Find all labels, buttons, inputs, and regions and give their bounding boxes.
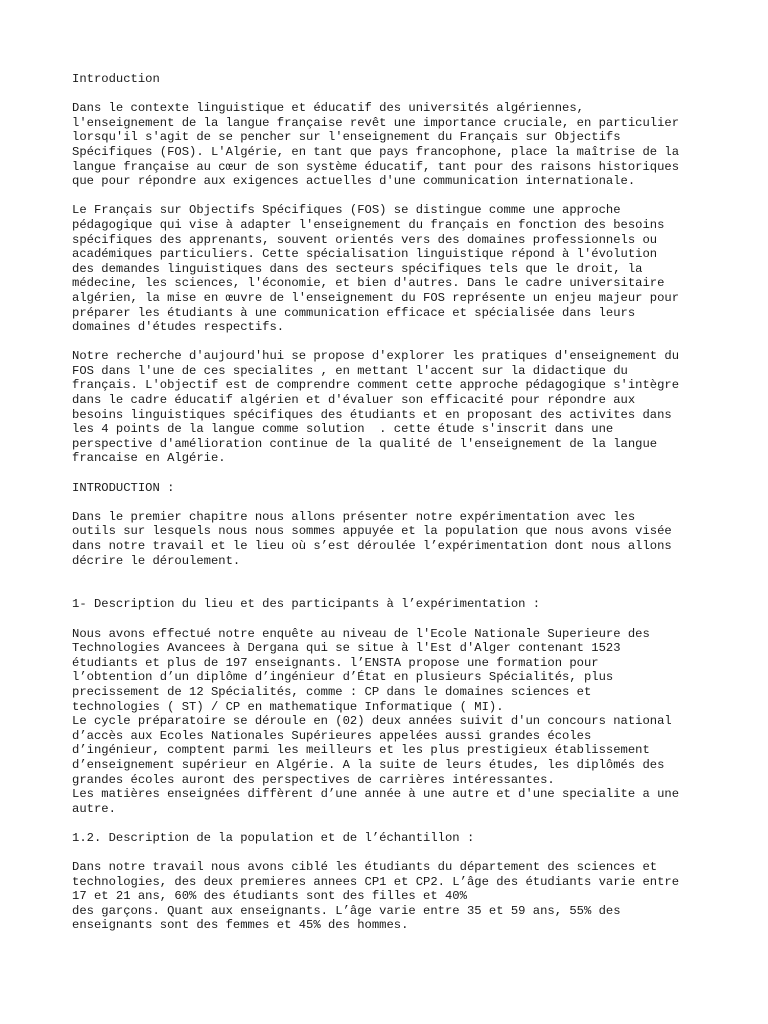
text-line: spécifiques des apprenants, souvent orientés vers des domaines professionnels ou	[72, 232, 658, 247]
paragraph	[72, 510, 712, 568]
paragraph	[72, 860, 712, 933]
text-line: FOS dans l'une de ces specialites , en mettant l'accent sur la didactique du	[72, 363, 628, 378]
text-line: lorsqu'il s'agit de se pencher sur l'enseignement du Français sur Objectifs	[72, 130, 621, 145]
text-line: francaise en Algérie.	[72, 451, 226, 466]
text-line: besoins linguistiques spécifiques des étudiants et en proposant des activites dans	[72, 407, 672, 422]
text-line: Dans le contexte linguistique et éducatif des universités algériennes,	[72, 101, 584, 116]
text-line: Dans notre travail nous avons ciblé les étudiants du département des sciences et	[72, 860, 658, 875]
text-line: préparer les étudiants à une communication efficace et spécialisée dans leurs	[72, 305, 636, 320]
paragraph	[72, 349, 712, 466]
paragraph-spacer	[72, 612, 712, 627]
text-line: precissement de 12 Spécialités, comme : CP dans le domaines sciences et	[72, 684, 592, 699]
paragraph	[72, 597, 712, 612]
text-line: l'enseignement de la langue française revêt une importance cruciale, en particulier	[72, 115, 680, 130]
document-page	[72, 72, 712, 933]
text-line: d’accès aux Ecoles Nationales Supérieures appelées aussi grandes écoles	[72, 728, 592, 743]
text-line: d’enseignement supérieur en Algérie. A la suite de leurs études, les diplômés des	[72, 757, 665, 772]
text-line: algérien, la mise en œuvre de l'enseignement du FOS représente un enjeu majeur pour	[72, 290, 680, 305]
text-line: français. L'objectif est de comprendre comment cette approche pédagogique s'intègre	[72, 378, 680, 393]
text-line: enseignants sont des femmes et 45% des hommes.	[72, 918, 409, 933]
text-line: d’ingénieur, comptent parmi les meilleurs et les plus prestigieux établissement	[72, 743, 650, 758]
paragraph	[72, 72, 712, 87]
text-line: Introduction	[72, 72, 160, 86]
text-line: perspective d'amélioration continue de la qualité de l'enseignement de la langue	[72, 436, 658, 451]
text-line: autre.	[72, 801, 116, 816]
paragraph	[72, 831, 712, 846]
text-line: médecine, les sciences, l'économie, et bien d'autres. Dans le cadre universitaire	[72, 276, 665, 291]
text-line: INTRODUCTION :	[72, 480, 175, 495]
paragraph-spacer	[72, 189, 712, 204]
text-line: Notre recherche d'aujourd'hui se propose d'explorer les pratiques d'enseignement du	[72, 349, 680, 364]
text-line: Nous avons effectué notre enquête au niveau de l'Ecole Nationale Superieure des	[72, 626, 650, 641]
paragraph-spacer	[72, 466, 712, 481]
text-line: pédagogique qui vise à adapter l'enseignement du français en fonction des besoins	[72, 217, 665, 232]
text-line: dans le cadre éducatif algérien et d'évaluer son efficacité pour répondre aux	[72, 393, 636, 408]
paragraph-spacer	[72, 495, 712, 510]
text-line: l’obtention d’un diplôme d’ingénieur d’État en plusieurs Spécialités, plus	[72, 670, 614, 685]
text-line: outils sur lesquels nous nous sommes appuyée et la population que nous avons visée	[72, 524, 672, 539]
paragraph	[72, 481, 712, 496]
text-line: Les matières enseignées diffèrent d’une année à une autre et d'une specialite a une	[72, 787, 680, 802]
text-line: des garçons. Quant aux enseignants. L’âge varie entre 35 et 59 ans, 55% des	[72, 903, 621, 918]
text-line: technologies, des deux premieres annees CP1 et CP2. L’âge des étudiants varie entre	[72, 874, 680, 889]
text-line: 17 et 21 ans, 60% des étudiants sont des filles et 40%	[72, 889, 467, 904]
text-line: dans notre travail et le lieu où s’est déroulée l’expérimentation dont nous allons	[72, 539, 672, 553]
text-line: des demandes linguistiques dans des secteurs spécifiques tels que le droit, la	[72, 261, 643, 276]
paragraph-spacer	[72, 816, 712, 831]
text-line: domaines d'études respectifs.	[72, 320, 285, 335]
paragraph-spacer	[72, 845, 712, 860]
text-line: Spécifiques (FOS). L'Algérie, en tant que pays francophone, place la maîtrise de la	[72, 144, 680, 159]
text-line: que pour répondre aux exigences actuelles d'une communication internationale.	[72, 174, 636, 189]
text-line: Technologies Avancees à Dergana qui se situe à l'Est d'Alger contenant 1523	[72, 641, 621, 656]
text-line: Dans le premier chapitre nous allons présenter notre expérimentation avec les	[72, 509, 636, 524]
text-line: 1.2. Description de la population et de l’échantillon :	[72, 830, 475, 845]
text-line: Le Français sur Objectifs Spécifiques (FOS) se distingue comme une approche	[72, 203, 621, 218]
paragraph	[72, 627, 712, 817]
text-line: décrire le déroulement.	[72, 553, 241, 568]
text-line: 1- Description du lieu et des participants à l’expérimentation :	[72, 597, 541, 612]
text-line: technologies ( ST) / CP en mathematique Informatique ( MI).	[72, 699, 504, 714]
paragraph	[72, 203, 712, 334]
paragraph	[72, 101, 712, 189]
text-line: langue française au cœur de son système éducatif, tant pour des raisons historiques	[72, 159, 680, 174]
paragraph-spacer	[72, 335, 712, 350]
text-line: les 4 points de la langue comme solution . cette étude s'inscrit dans une	[72, 422, 614, 437]
paragraph-spacer	[72, 87, 712, 102]
text-line: académiques particuliers. Cette spécialisation linguistique répond à l'évolution	[72, 247, 658, 262]
text-line: Le cycle préparatoire se déroule en (02) deux années suivit d'un concours national	[72, 714, 672, 729]
text-line: grandes écoles auront des perspectives de carrières intéressantes.	[72, 772, 555, 787]
text-line: étudiants et plus de 197 enseignants. l’ENSTA propose une formation pour	[72, 655, 599, 670]
paragraph-spacer	[72, 568, 712, 597]
